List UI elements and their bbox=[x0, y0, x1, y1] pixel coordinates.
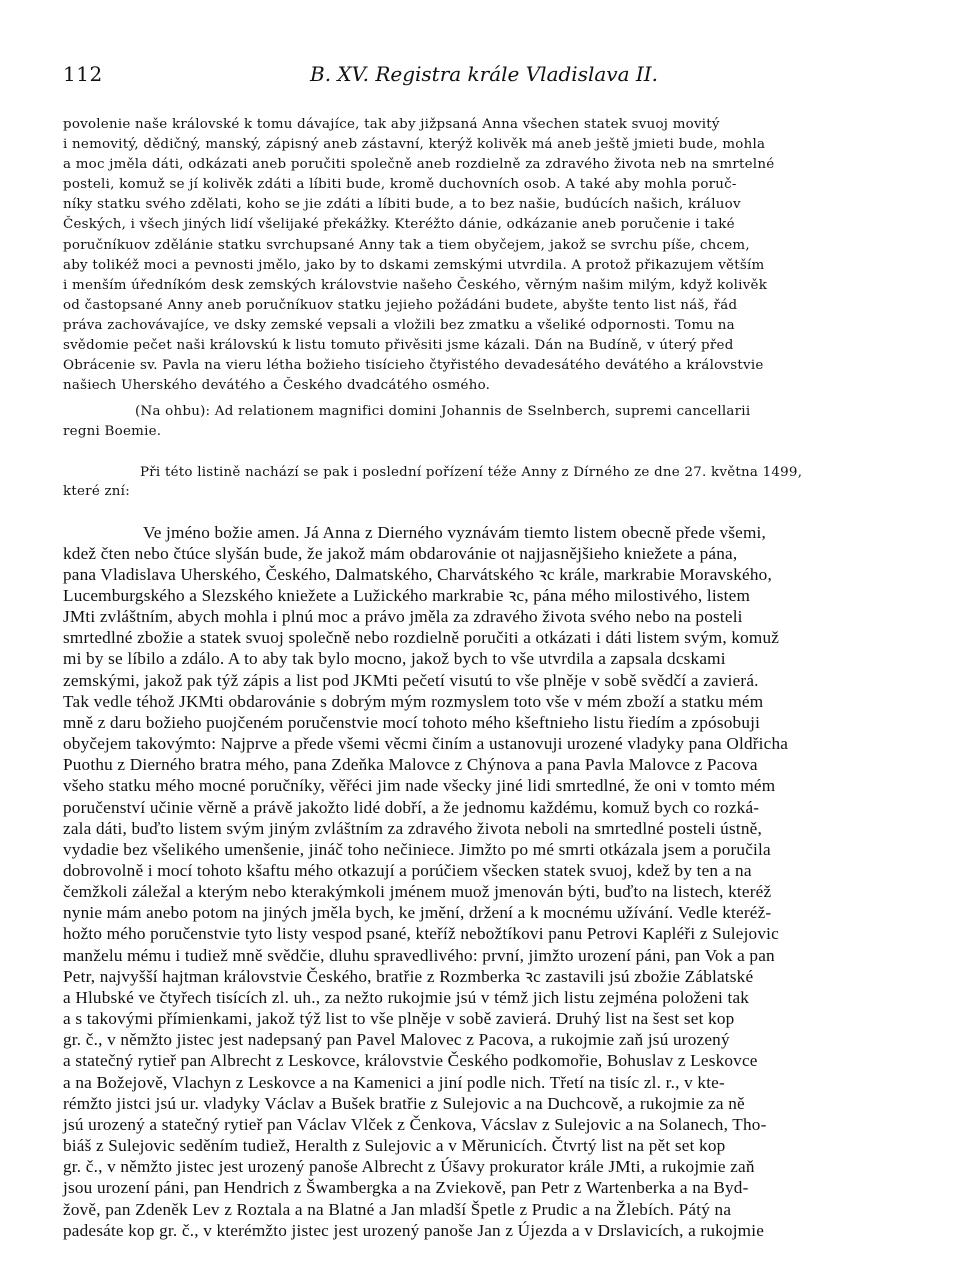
text-line: žově, pan Zdeněk Lev z Roztala a na Blatné a Jan mladší Špetle z Prudic a na Žlebích. Pátý na bbox=[63, 1199, 732, 1219]
text-line: Při této listině nachází se pak i poslední pořízení téže Anny z Dírného ze dne 27. května 1499, bbox=[140, 464, 803, 480]
document-page bbox=[63, 62, 906, 1241]
text-line: Puothu z Dierného bratra mého, pana Zdeňka Malovce z Chýnova a pana Pavla Malovce z Pacova bbox=[63, 755, 758, 775]
text-line: i menším úředníkóm desk zemských královstvie našeho Českého, věrným našim milým, když kolivěk bbox=[63, 277, 768, 293]
text-line: našiech Uherského devátého a Českého dvadcátého osmého. bbox=[63, 378, 491, 394]
text-line: hožto mého poručenstvie tyto listy vespod psané, kteříž nebožtíkovi panu Petrovi Kapléři z Sulejovic bbox=[63, 924, 779, 944]
text-line: a Hlubské ve čtyřech tisících zl. uh., za nežto rukojmie jsú v témž jich listu zejména položeni tak bbox=[63, 987, 750, 1007]
text-line: (Na ohbu): Ad relationem magnifici domini Johannis de Sselnberch, supremi cancellarii bbox=[135, 404, 751, 420]
text-line: padesáte kop gr. č., v kterémžto jistec jest urozený panoše Jan z Újezda a v Drslavicích, a rukojmie bbox=[63, 1220, 765, 1240]
text-line: obyčejem takovýmto: Najprve a přede všemi věcmi činím a ustanovuji urozené vladyky pana Oldřicha bbox=[63, 734, 789, 754]
text-line: níky statku svého zdělati, koho se jie zdáti a líbiti bude, a to bez našie, budúcích našich, králuov bbox=[63, 197, 741, 213]
text-line: posteli, komuž se jí kolivěk zdáti a líbiti bude, kromě duchovních osob. A také aby mohla poruč- bbox=[63, 177, 737, 193]
text-line: Českých, i všech jiných lidí všelijaké překážky. Kteréžto dánie, odkázanie aneb poručenie i také bbox=[63, 217, 735, 233]
text-line: smrtedlné zbožie a statek svuoj společně nebo rozdielně poručiti a otkázati i dáti listem svým, komuž bbox=[63, 628, 780, 648]
text-line: dobrovolně i mocí tohoto kšaftu mého otkazují a porúčiem všecken statek svuoj, kdež by ten a na bbox=[63, 861, 752, 880]
text-line: Obrácenie sv. Pavla na vieru létha božieho tisícieho čtyřistého devadesátého devátého a královstvie bbox=[63, 358, 764, 374]
editorial-note bbox=[63, 463, 906, 501]
text-line: jsou urození páni, pan Hendrich z Šwambergka a na Zviekově, pan Petr z Wartenberka a na Byd- bbox=[63, 1178, 749, 1198]
text-line: gr. č., v němžto jistec jest urozený panoše Albrecht z Úšavy prokurator krále JMti, a rukojmie zaň bbox=[63, 1157, 755, 1177]
text-line: aby tolikéž moci a pevnosti jmělo, jako by to dskami zemskými utvrdila. A protož přikazujem větším bbox=[63, 257, 765, 273]
text-line: poručenství učinie věrně a právě jakožto lidé dobří, a že jednomu každému, komuž bych co rozká- bbox=[63, 797, 760, 817]
text-line: práva zachovávajíce, ve dsky zemské vepsali a vložili bez zmatku a všeliké odpornosti. Tomu na bbox=[63, 317, 735, 333]
text-line: poručníkuov zdělánie statku svrchupsané Anny tak a tiem obyčejem, jakož se svrchu píše, chcem, bbox=[63, 237, 750, 253]
text-line: Tak vedle téhož JKMti obdarovánie s dobrým mým rozmyslem toto vše v mém zboží a statku mém bbox=[63, 691, 764, 711]
text-line: kdež čten nebo čtúce slyšán bude, že jakož mám obdarovánie ot najjasnějšieho kniežete a pána, bbox=[63, 543, 738, 563]
text-line: Petr, najvyšší hajtman královstvie Českého, bratřie z Rozmberka ꝛc zastavili jsú zbožie Záblatské bbox=[63, 966, 754, 986]
charter-text bbox=[63, 115, 906, 396]
text-line: jsú urozený a statečný rytieř pan Václav Vlček z Čenkova, Vácslav z Sulejovic a na Solanech, Tho- bbox=[63, 1114, 767, 1134]
text-line: mi by se líbilo a zdálo. A to aby tak bylo mocno, jakož bych to vše utvrdila a zapsala dcskami bbox=[63, 649, 726, 669]
text-line: všeho statku mého mocné poručníky, věřéci jim nade všecky jiné lidi smrtedlné, že oni v tomto mém bbox=[63, 776, 776, 796]
text-line: Ve jméno božie amen. Já Anna z Dierného vyznávám tiemto listem obecně přede všemi, bbox=[143, 522, 767, 542]
text-line: které zní: bbox=[63, 483, 130, 499]
text-line: svědomie pečet naši královskú k listu tomuto přivěsiti jsme kázali. Dán na Budíně, v úterý před bbox=[63, 338, 734, 354]
text-line: JMti zvláštním, abych mohla i plnú moc a právo jměla za zdravého života svého nebo na posteli bbox=[63, 607, 743, 627]
text-line: biáš z Sulejovic seděním tudiež, Heralth z Sulejovic a v Měrunicích. Čtvrtý list na pět set kop bbox=[63, 1136, 726, 1156]
text-line: mně z daru božieho puojčeném poručenstvie mocí tohoto mého kšeftnieho listu řiedím a zpósobuji bbox=[63, 712, 761, 732]
text-line: zala dáti, buďto listem svým jiným zvláštním za zdravého života neboli na smrtedlné posteli ústně, bbox=[63, 818, 762, 838]
text-line: a moc jměla dáti, odkázati aneb poručiti společně aneb rozdielně za zdravého života neb na smrtelné bbox=[63, 157, 775, 173]
text-line: regni Boemie. bbox=[63, 424, 162, 440]
endorsement-text bbox=[63, 402, 906, 442]
text-line: rémžto jistci jsú ur. vladyky Václav a Bušek bratřie z Sulejovic a na Duchcově, a rukojmie za ně bbox=[63, 1093, 745, 1113]
text-line: manželu mému i tudiež mně svědčie, dluhu spravedlivého: první, jimžto urození páni, pan Vok a pan bbox=[63, 945, 775, 965]
text-line: Lucemburgského a Slezského kniežete a Lužického markrabie ꝛc, pána mého milostivého, listem bbox=[63, 585, 751, 605]
text-line: čemžkoli záležal a kterým nebo kterakýmkoli jménem muož jmenován býti, buďto na listech, kteréž bbox=[63, 882, 772, 902]
page-header bbox=[63, 62, 906, 98]
text-line: a s takovými přímienkami, jakož týž list to vše plněje v sobě zavierá. Druhý list na šest set kop bbox=[63, 1009, 735, 1029]
text-line: vydadie bez všelikého umenšenie, jináč toho nečiniece. Jimžto po mé smrti otkázala jsem a poručila bbox=[63, 839, 771, 859]
text-line: a na Božejově, Vlachyn z Leskovce a na Kamenici a jiní podle nich. Třetí na tisíc zl. r., v kte- bbox=[63, 1072, 725, 1092]
testament-text bbox=[63, 522, 906, 1241]
page-number: 112 bbox=[63, 62, 103, 86]
running-title: B. XV. Registra krále Vladislava II. bbox=[310, 62, 659, 86]
text-line: nynie mám anebo potom na jiných jměla bych, ke jmění, držení a k mocnému užívání. Vedle kteréž- bbox=[63, 903, 772, 923]
text-line: i nemovitý, dědičný, manský, zápisný aneb zástavní, kterýž kolivěk má aneb ještě jmieti bude, mohla bbox=[63, 137, 766, 153]
text-line: od častopsané Anny aneb poručníkuov statku jejieho požádáni budete, abyšte tento list náš, řád bbox=[63, 297, 738, 313]
text-line: povolenie naše královské k tomu dávajíce, tak aby jižpsaná Anna všechen statek svuoj movitý bbox=[63, 117, 720, 132]
text-line: a statečný rytieř pan Albrecht z Leskovce, královstvie Českého podkomořie, Bohuslav z Leskovce bbox=[63, 1051, 758, 1071]
text-line: zemskými, jakož pak týž zápis a list pod JKMti pečetí visutú to vše plněje v sobě svědčí a zavierá. bbox=[63, 670, 759, 690]
text-line: gr. č., v němžto jistec jest nadepsaný pan Pavel Malovec z Pacova, a rukojmie zaň jsú urozený bbox=[63, 1030, 730, 1050]
text-line: pana Vladislava Uherského, Českého, Dalmatského, Charvátského ꝛc krále, markrabie Moravského, bbox=[63, 564, 772, 584]
